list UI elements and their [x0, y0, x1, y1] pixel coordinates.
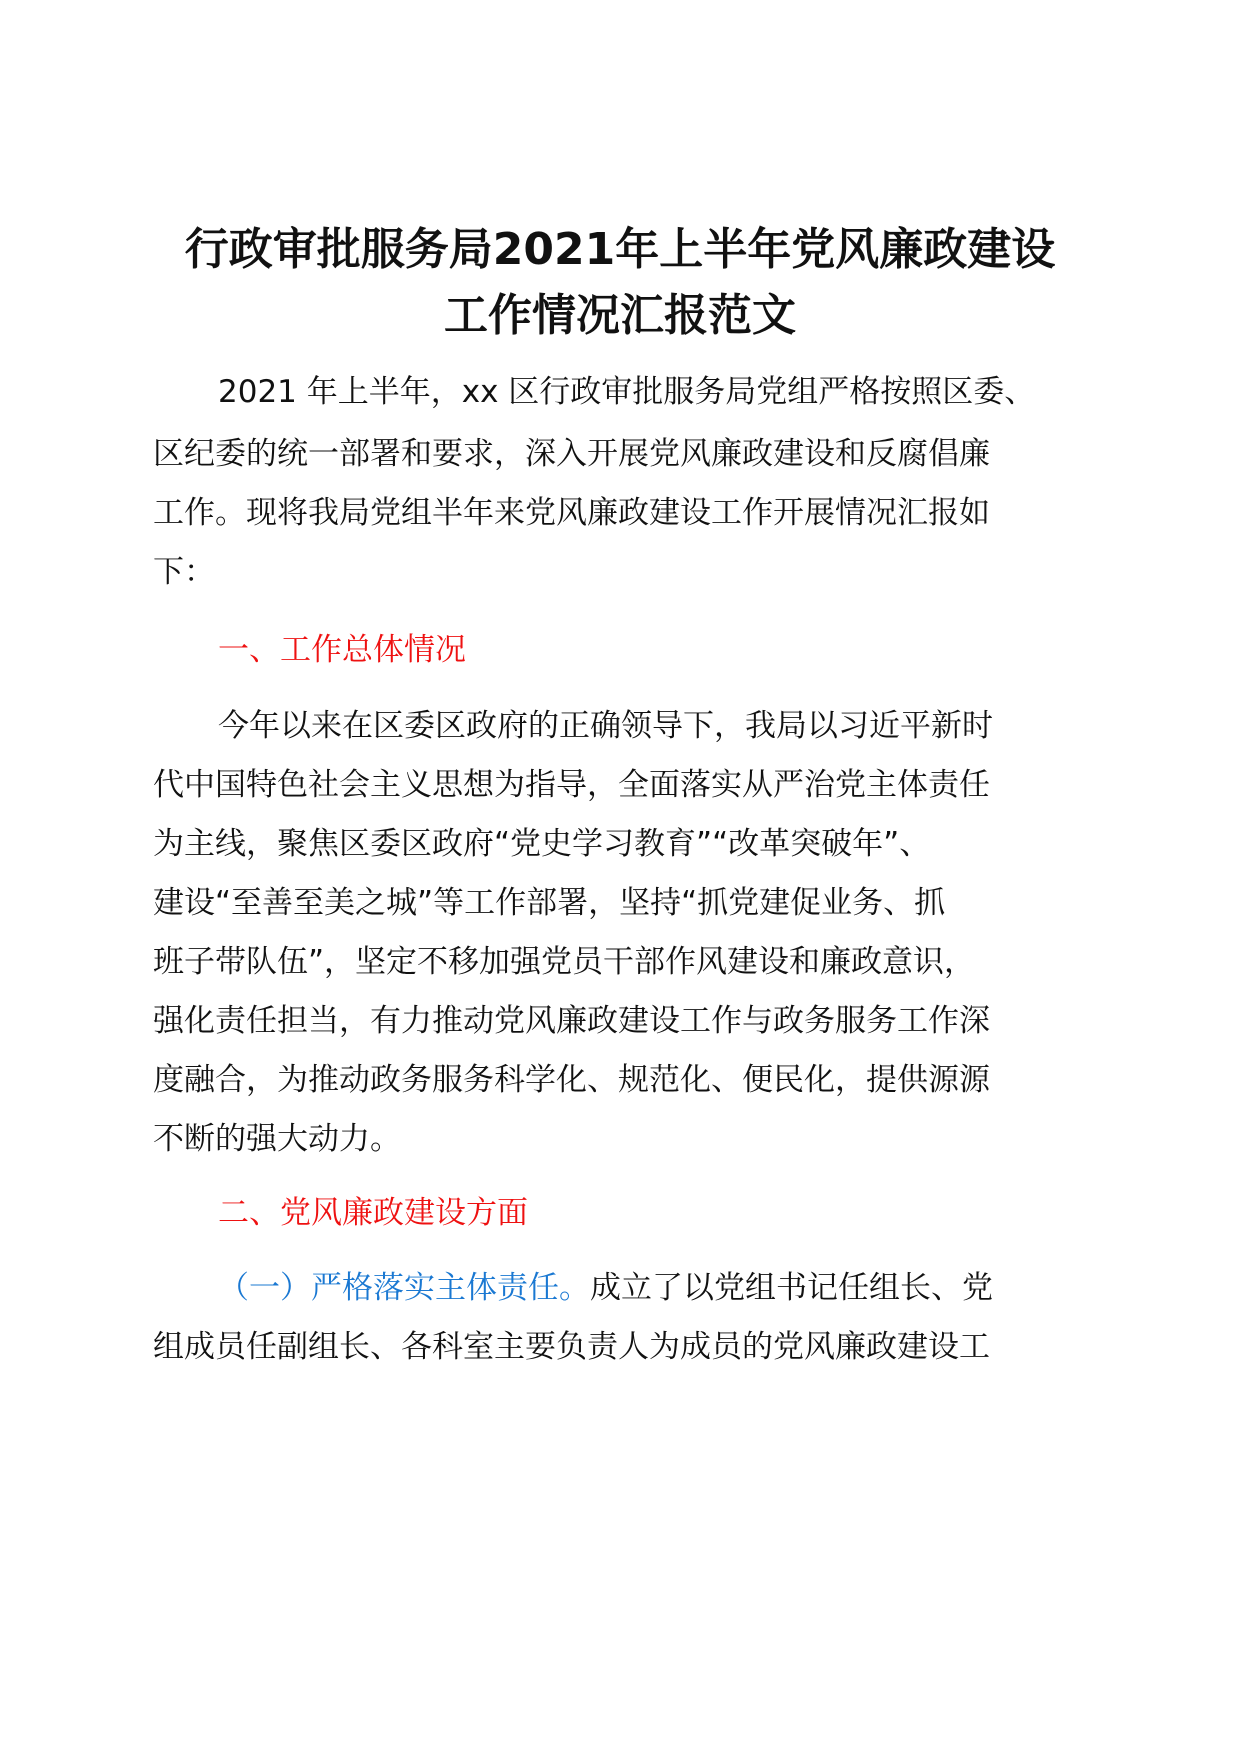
section1-line-1: 今年以来在区委区政府的正确领导下，我局以习近平新时	[218, 708, 993, 744]
section1-line-2: 代中国特色社会主义思想为指导，全面落实从严治党主体责任	[153, 767, 990, 803]
subsection1-line-1-text: 成立了以党组书记任组长、党	[590, 1270, 993, 1306]
intro-line-1: 2021 年上半年，xx 区行政审批服务局党组严格按照区委、	[218, 374, 1036, 410]
section-heading-2: 二、党风廉政建设方面	[218, 1195, 528, 1231]
subsection1-line-1	[218, 1268, 1088, 1308]
section1-line-3: 为主线，聚焦区委区政府“党史学习教育”“改革突破年”、	[153, 826, 931, 862]
intro-line-4: 下：	[153, 554, 215, 590]
section1-line-7: 度融合，为推动政务服务科学化、规范化、便民化，提供源源	[153, 1062, 990, 1098]
section1-line-6: 强化责任担当，有力推动党风廉政建设工作与政务服务工作深	[153, 1003, 990, 1039]
subsection-heading-1: （一）严格落实主体责任。	[218, 1270, 590, 1306]
intro-line-3: 工作。现将我局党组半年来党风廉政建设工作开展情况汇报如	[153, 495, 990, 531]
section1-line-8: 不断的强大动力。	[153, 1121, 401, 1157]
section1-line-4: 建设“至善至美之城”等工作部署，坚持“抓党建促业务、抓	[153, 885, 946, 921]
section-heading-1: 一、工作总体情况	[218, 632, 466, 668]
intro-line-2: 区纪委的统一部署和要求，深入开展党风廉政建设和反腐倡廉	[153, 436, 990, 472]
subsection1-line-2: 组成员任副组长、各科室主要负责人为成员的党风廉政建设工	[153, 1329, 990, 1365]
section1-line-5: 班子带队伍”，坚定不移加强党员干部作风建设和廉政意识，	[153, 944, 976, 980]
document-title-line-1: 行政审批服务局2021年上半年党风廉政建设	[184, 224, 1056, 275]
document-title-line-2: 工作情况汇报范文	[444, 290, 796, 341]
